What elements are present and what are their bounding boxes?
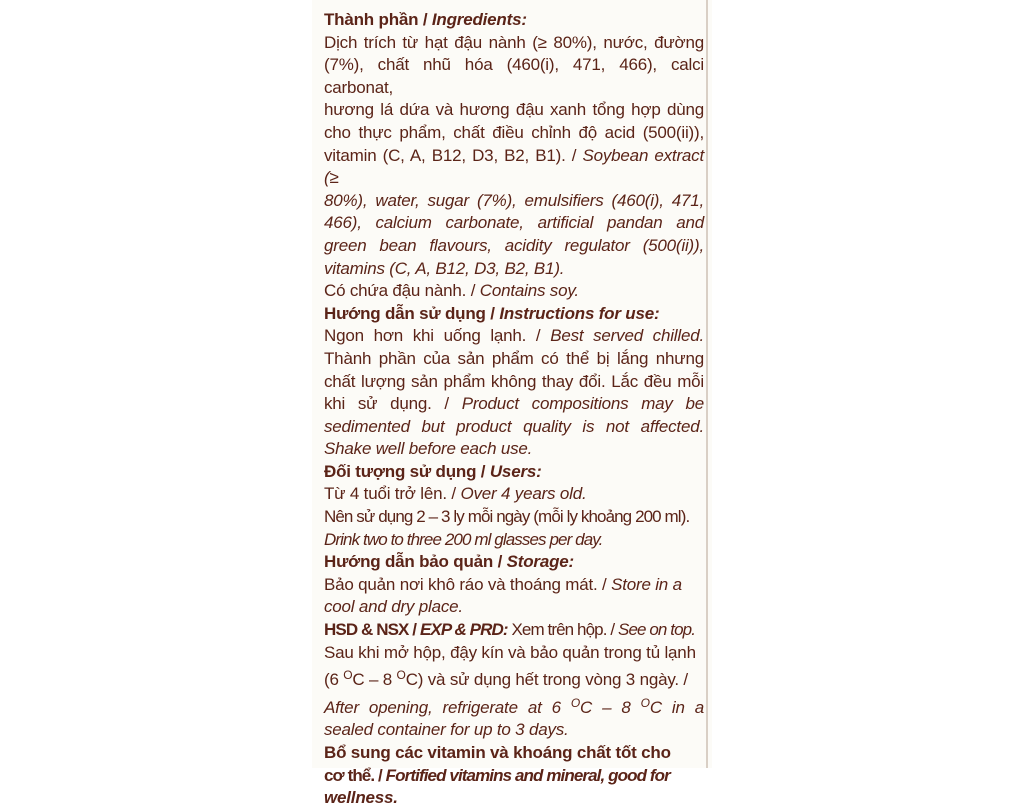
ingredients-line: 80%), water, sugar (7%), emulsifiers (460(i), 471, [324,190,704,210]
instructions-line: sedimented but product quality is not affected. [324,416,704,436]
instructions-line: chất lượng sản phẩm không thay đổi. Lắc đều mỗi [324,371,704,391]
ingredients-line: vitamins (C, A, B12, D3, B2, B1). [324,258,565,278]
dates-line: sealed container for up to 3 days. [324,720,569,740]
instructions-line: Thành phần của sản phẩm có thể bị lắng nhưng [324,348,704,368]
ingredients-line: Dịch trích từ hạt đậu nành (≥ 80%), nước, đường [324,32,704,52]
storage-line: Bảo quản nơi khô ráo và thoáng mát. / Store in a [324,574,682,594]
ingredients-heading: Thành phần / Ingredients: [324,10,527,29]
ingredients-line: (7%), chất nhũ hóa (460(i), 471, 466), calci carbonat, [324,55,704,97]
fortified-line: cơ thể. / Fortified vitamins and mineral, good for [324,765,670,785]
dates-line: (6 $^O$C – 8 $^O$C) và sử dụng hết trong vòng 3 ngày. / [324,668,688,690]
ingredients-line: 466), calcium carbonate, artificial pandan and [324,213,704,233]
instructions-line: khi sử dụng. / Product compositions may be [324,394,704,414]
storage-heading: Hướng dẫn bảo quản / Storage: [324,552,574,572]
users-line: Từ 4 tuổi trở lên. / Over 4 years old. [324,484,587,504]
contains-soy-line: Có chứa đậu nành. / Contains soy. [324,281,579,301]
instructions-line: Ngon hơn khi uống lạnh. / Best served chilled. [324,326,704,346]
dates-line: After opening, refrigerate at 6 $^O$C – 8 $^O$C in a [324,695,704,717]
dates-line: Sau khi mở hộp, đậy kín và bảo quản trong tủ lạnh [324,642,696,662]
users-line: Nên sử dụng 2 – 3 ly mỗi ngày (mỗi ly khoảng 200 ml). [324,507,690,527]
storage-line: cool and dry place. [324,597,463,617]
ingredients-label-text [324,9,704,810]
fortified-line: wellness. [324,788,398,808]
ingredients-line: cho thực phẩm, chất điều chỉnh độ acid (500(ii)), [324,122,704,142]
dates-heading: HSD & NSX / EXP & PRD: Xem trên hộp. / See on top. [324,620,696,640]
users-heading: Đối tượng sử dụng / Users: [324,461,542,481]
label-edge [706,0,708,768]
ingredients-line: vitamin (C, A, B12, D3, B2, B1). / Soybean extract (≥ [324,145,704,188]
fortified-line: Bổ sung các vitamin và khoáng chất tốt cho [324,743,671,762]
ingredients-line: green bean flavours, acidity regulator (500(ii)), [324,235,704,255]
users-line: Drink two to three 200 ml glasses per day. [324,529,603,549]
instructions-line: Shake well before each use. [324,439,533,459]
instructions-heading: Hướng dẫn sử dụng / Instructions for use: [324,303,660,323]
ingredients-line: hương lá dứa và hương đậu xanh tổng hợp dùng [324,100,704,120]
